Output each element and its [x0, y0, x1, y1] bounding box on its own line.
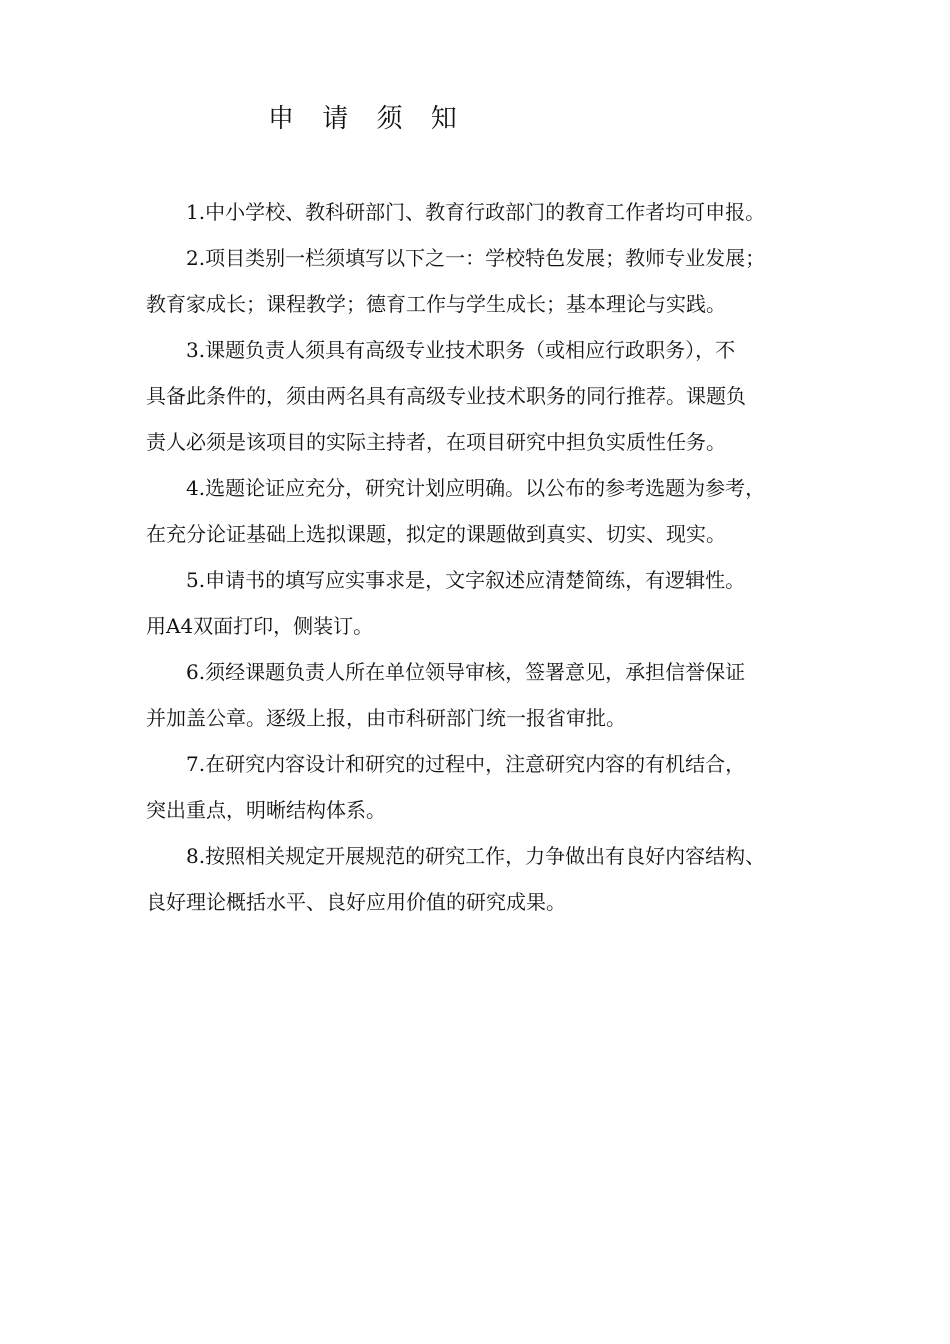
- notice-line: 教育家成长；课程教学；德育工作与学生成长；基本理论与实践。: [146, 292, 726, 316]
- notice-line: 7.在研究内容设计和研究的过程中，注意研究内容的有机结合，: [186, 752, 746, 776]
- notice-line: 8.按照相关规定开展规范的研究工作，力争做出有良好内容结构、: [186, 844, 766, 868]
- notice-line: 2.项目类别一栏须填写以下之一：学校特色发展；教师专业发展；: [186, 246, 766, 270]
- notice-line: 在充分论证基础上选拟课题，拟定的课题做到真实、切实、现实。: [146, 522, 726, 546]
- notice-line: 1.中小学校、教科研部门、教育行政部门的教育工作者均可申报。: [186, 200, 766, 224]
- notice-line: 具备此条件的，须由两名具有高级专业技术职务的同行推荐。课题负: [146, 384, 746, 408]
- notice-line: 6.须经课题负责人所在单位领导审核，签署意见，承担信誉保证: [186, 660, 746, 684]
- notice-line: 并加盖公章。逐级上报，由市科研部门统一报省审批。: [146, 706, 626, 730]
- page-title: 申 请 须 知: [268, 104, 467, 134]
- notice-item-7: [146, 741, 822, 833]
- notice-item-3: [146, 327, 822, 465]
- notice-line: 责人必须是该项目的实际主持者，在项目研究中担负实质性任务。: [146, 430, 726, 454]
- notice-line: 良好理论概括水平、良好应用价值的研究成果。: [146, 890, 566, 914]
- notice-body: [146, 189, 822, 925]
- notice-item-4: [146, 465, 822, 557]
- notice-line: 突出重点，明晰结构体系。: [146, 798, 386, 822]
- notice-line: 用A4双面打印，侧装订。: [146, 614, 374, 638]
- notice-item-8: [146, 833, 822, 925]
- notice-item-5: [146, 557, 822, 649]
- notice-line: 3.课题负责人须具有高级专业技术职务（或相应行政职务），不: [186, 338, 736, 362]
- notice-item-2: [146, 235, 822, 327]
- notice-item-1: [146, 189, 822, 235]
- notice-line: 5.申请书的填写应实事求是，文字叙述应清楚简练，有逻辑性。: [186, 568, 746, 592]
- notice-line: 4.选题论证应充分，研究计划应明确。以公布的参考选题为参考，: [186, 476, 766, 500]
- notice-item-6: [146, 649, 822, 741]
